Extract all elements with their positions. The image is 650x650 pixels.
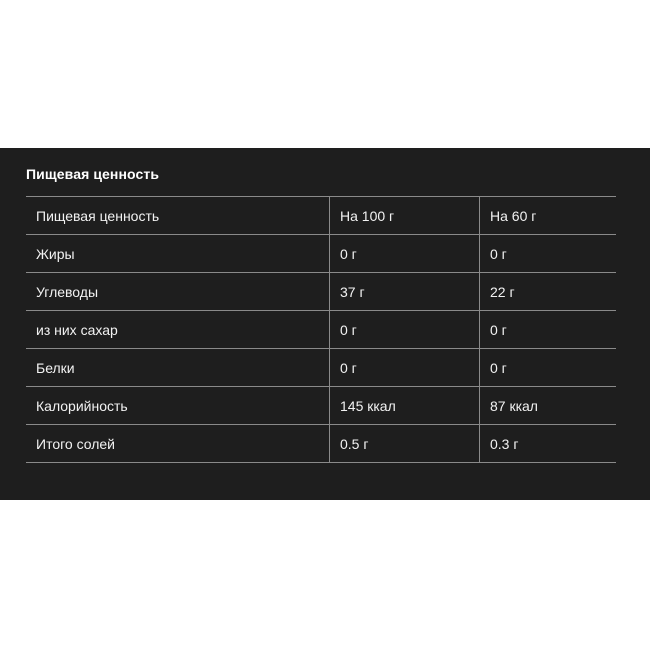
value-per-100g: 0 г: [330, 235, 480, 273]
value-per-100g: 37 г: [330, 273, 480, 311]
nutrition-table: [26, 196, 616, 463]
nutrient-name: из них сахар: [26, 311, 330, 349]
value-per-60g: 22 г: [480, 273, 617, 311]
value-per-60g: 0 г: [480, 349, 617, 387]
value-per-100g: 145 ккал: [330, 387, 480, 425]
value-per-60g: 0 г: [480, 235, 617, 273]
value-per-60g: 87 ккал: [480, 387, 617, 425]
table-row: [26, 235, 616, 273]
table-row: [26, 349, 616, 387]
nutrition-panel: [0, 148, 650, 500]
nutrient-name: Итого солей: [26, 425, 330, 463]
value-per-100g: 0.5 г: [330, 425, 480, 463]
nutrient-name: Белки: [26, 349, 330, 387]
table-row: [26, 273, 616, 311]
header-cell-per-60g: На 60 г: [480, 197, 617, 235]
value-per-60g: 0 г: [480, 311, 617, 349]
value-per-100g: 0 г: [330, 349, 480, 387]
nutrient-name: Углеводы: [26, 273, 330, 311]
nutrient-name: Калорийность: [26, 387, 330, 425]
table-row: [26, 425, 616, 463]
section-title: Пищевая ценность: [26, 166, 160, 182]
nutrient-name: Жиры: [26, 235, 330, 273]
value-per-60g: 0.3 г: [480, 425, 617, 463]
table-header-row: [26, 197, 616, 235]
table-row: [26, 387, 616, 425]
header-cell-per-100g: На 100 г: [330, 197, 480, 235]
value-per-100g: 0 г: [330, 311, 480, 349]
table-row: [26, 311, 616, 349]
header-cell-nutrient: Пищевая ценность: [26, 197, 330, 235]
